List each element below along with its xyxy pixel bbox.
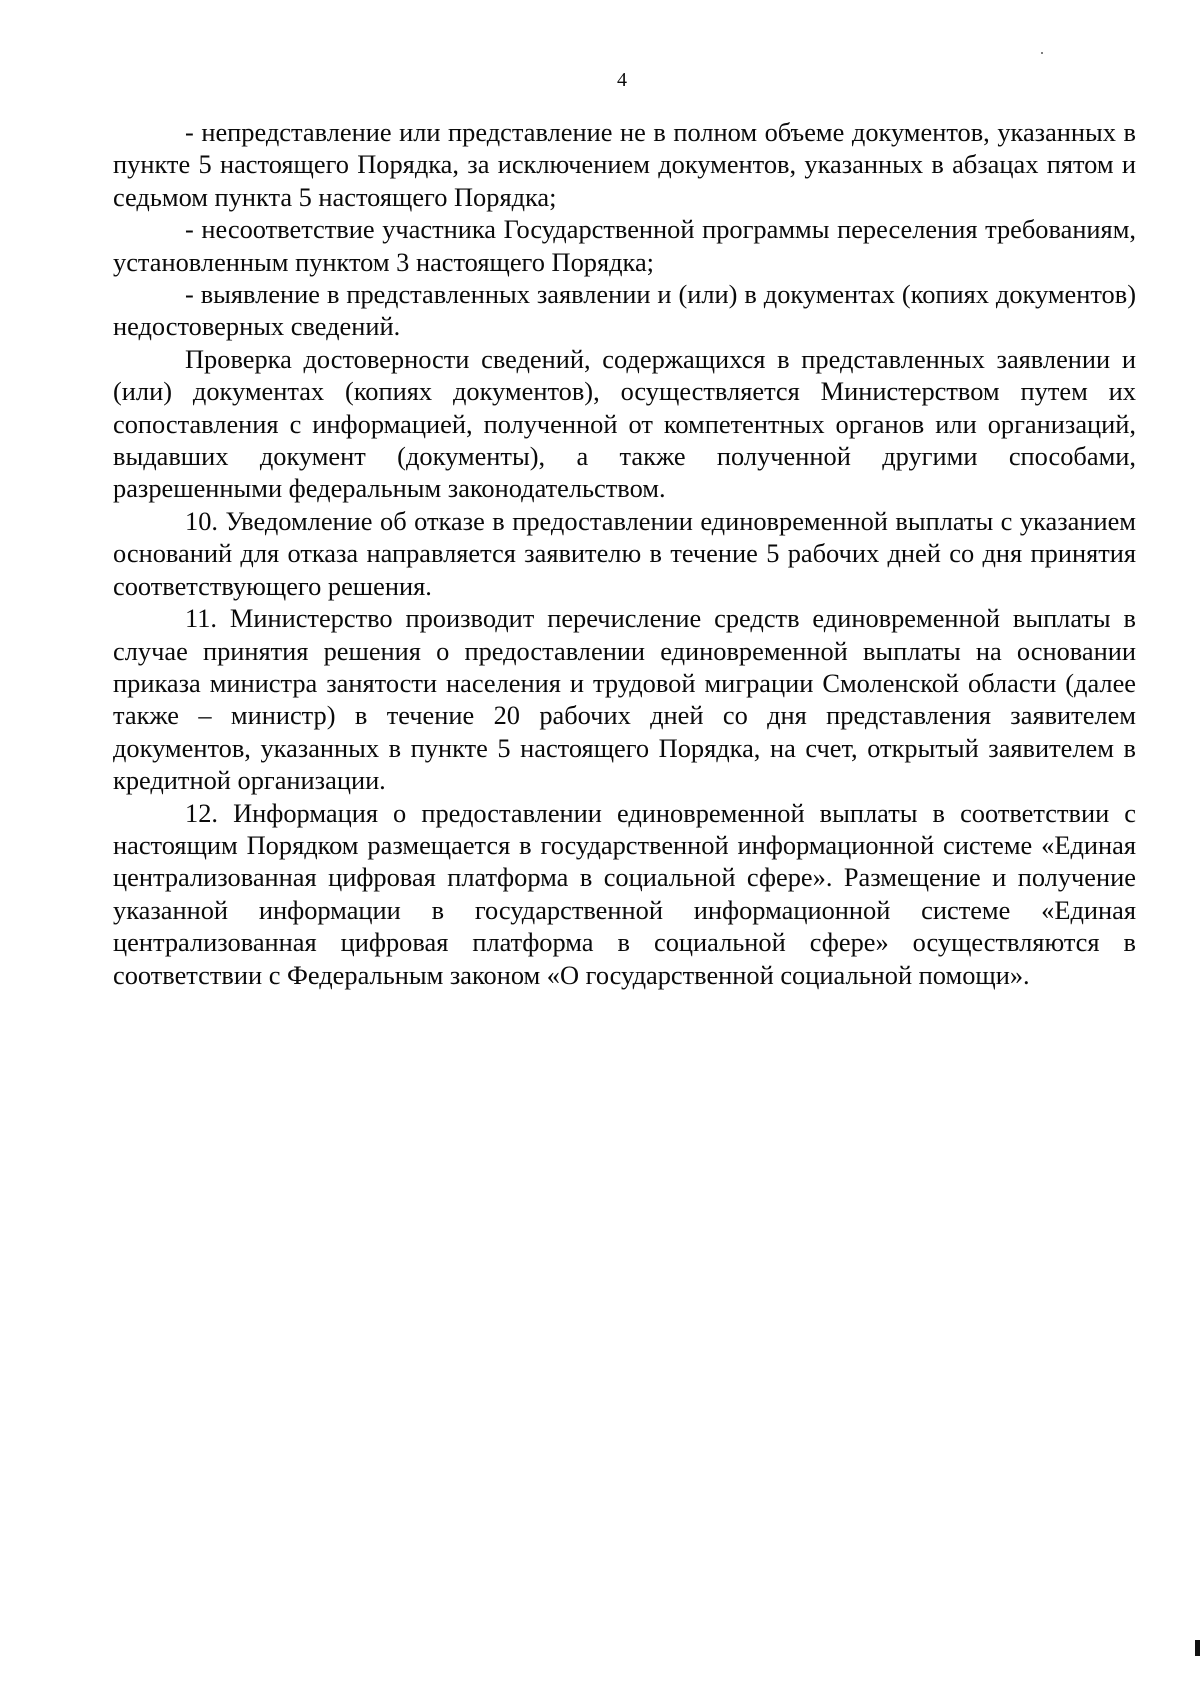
- paragraph-refusal-ground-noncompliance: - несоответствие участника Государственной программы переселения требованиям, установленным пунктом 3 настоящего Порядка;: [113, 214, 1136, 277]
- paragraph-clause-10: 10. Уведомление об отказе в предоставлении единовременной выплаты с указанием оснований для отказа направляется заявителю в течение 5 рабочих дней со дня принятия соответствующего решения.: [113, 505, 1136, 601]
- paragraph-clause-12: 12. Информация о предоставлении единовременной выплаты в соответствии с настоящим Порядком размещается в государственной информационной системе «Единая централизованная цифровая платформа в социальной сфере». Размещение и получение указанной информации в государственной информационной системе «Единая централизованная цифровая платформа в социальной сфере» осуществляются в соответствии с Федеральным законом «О государственной социальной помощи».: [113, 797, 1136, 990]
- paragraph-verification: Проверка достоверности сведений, содержащихся в представленных заявлении и (или) документах (копиях документов), осуществляется Министерством путем их сопоставления с информацией, полученной от компетентных органов или организаций, выдавших документ (документы), а также полученной другими способами, разрешенными федеральным законодательством.: [113, 343, 1136, 504]
- page-number: 4: [617, 69, 627, 91]
- paragraph-clause-11: 11. Министерство производит перечисление средств единовременной выплаты в случае принятия решения о предоставлении единовременной выплаты на основании приказа министра занятости населения и трудовой миграции Смоленской области (далее также – министр) в течение 20 рабочих дней со дня представления заявителем документов, указанных в пункте 5 настоящего Порядка, на счет, открытый заявителем в кредитной организации.: [113, 603, 1136, 796]
- scan-artifact-dot: [1041, 52, 1043, 54]
- paragraph-refusal-ground-missing-documents: - непредставление или представление не в полном объеме документов, указанных в пункте 5 настоящего Порядка, за исключением документов, указанных в абзацах пятом и седьмом пункта 5 настоящего Порядка;: [113, 117, 1136, 212]
- document-body: [113, 116, 1136, 991]
- paragraph-refusal-ground-false-information: - выявление в представленных заявлении и (или) в документах (копиях документов) недостоверных сведений.: [113, 279, 1136, 342]
- scan-artifact-edge-mark: [1195, 1640, 1200, 1656]
